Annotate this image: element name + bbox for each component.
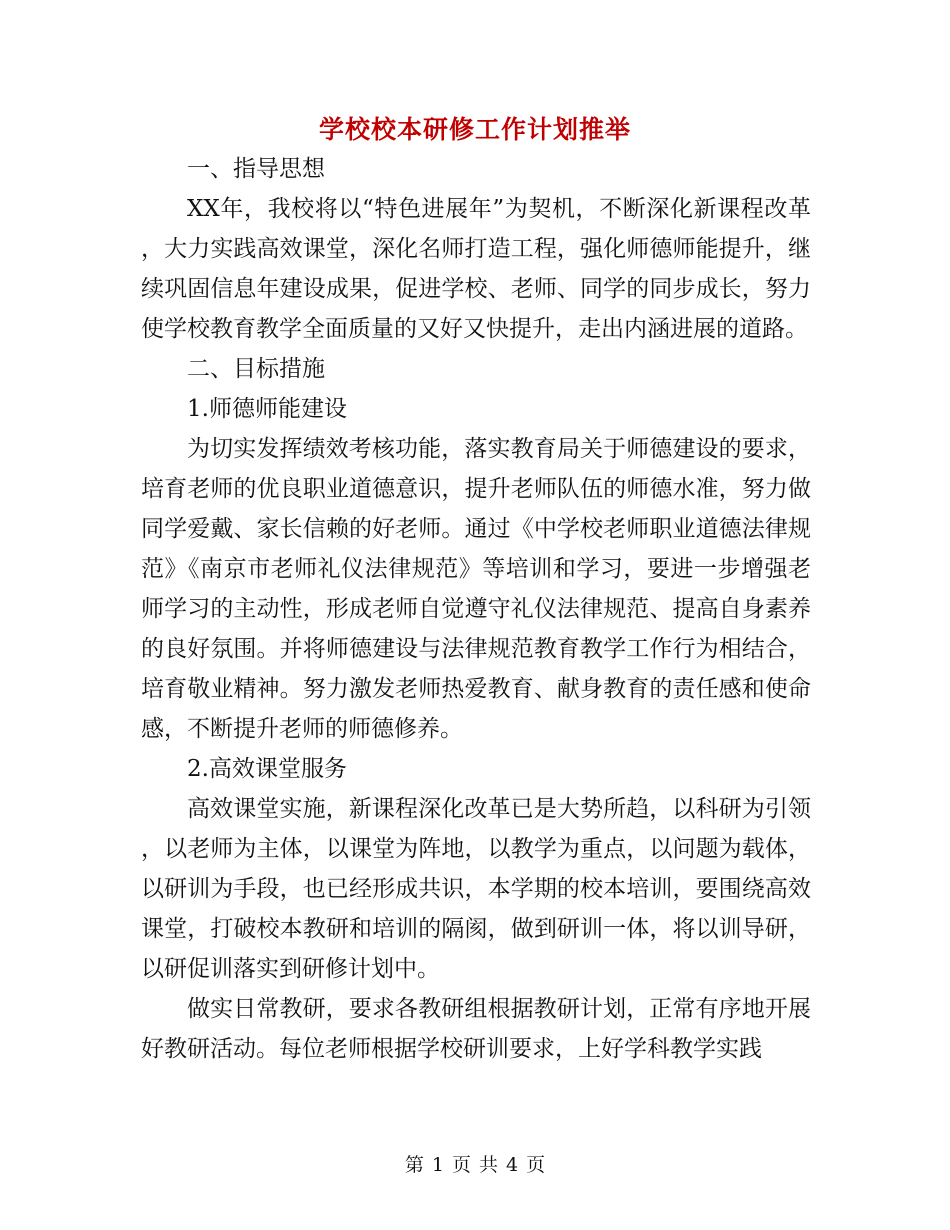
paragraph-teacher-ethics: 为切实发挥绩效考核功能，落实教育局关于师德建设的要求，培育老师的优良职业道德意识，提升老师队伍的师德水准，努力做同学爱戴、家长信赖的好老师。通过《中学校老师职业道德法律规范》《南京市老师礼仪法律规范》等培训和学习，要进一步增强老师学习的主动性，形成老师自觉遵守礼仪法律规范、提高自身素养的良好氛围。并将师德建设与法律规范教育教学工作行为相结合，培育敬业精神。努力激发老师热爱教育、献身教育的责任感和使命感，不断提升老师的师德修养。 [141,436,811,742]
footer-total-word: 共 [479,1154,499,1176]
subsection-heading-teacher-ethics: 1.师德师能建设 [187,396,347,422]
document-body [141,149,811,1069]
footer-page-number: 1 [431,1154,444,1176]
paragraph-guiding-ideology: XX年，我校将以“特色进展年”为契机，不断深化新课程改革，大力实践高效课堂，深化名师打造工程，强化师德师能提升，继续巩固信息年建设成果，促进学校、老师、同学的同步成长，努力使学校教育教学全面质量的又好又快提升，走出内涵进展的道路。 [141,196,811,342]
subsection-heading-efficient-classroom: 2.高效课堂服务 [187,756,347,782]
page-footer [0,1150,950,1177]
section-heading-guiding-ideology: 一、指导思想 [187,156,325,182]
section-heading-goals-measures: 二、目标措施 [187,356,325,382]
footer-total-pages: 4 [506,1154,519,1176]
document-title: 学校校本研修工作计划推举 [318,115,631,144]
footer-prefix: 第 [404,1154,424,1176]
paragraph-daily-research: 做实日常教研，要求各教研组根据教研计划，正常有序地开展好教研活动。每位老师根据学校研训要求，上好学科教学实践 [141,996,811,1062]
footer-suffix: 页 [526,1154,546,1176]
footer-page-word: 页 [451,1154,471,1176]
paragraph-efficient-classroom: 高效课堂实施，新课程深化改革已是大势所趋，以科研为引领，以老师为主体，以课堂为阵地，以教学为重点，以问题为载体，以研训为手段，也已经形成共识，本学期的校本培训，要围绕高效课堂，打破校本教研和培训的隔阂，做到研训一体，将以训导研，以研促训落实到研修计划中。 [141,796,811,982]
